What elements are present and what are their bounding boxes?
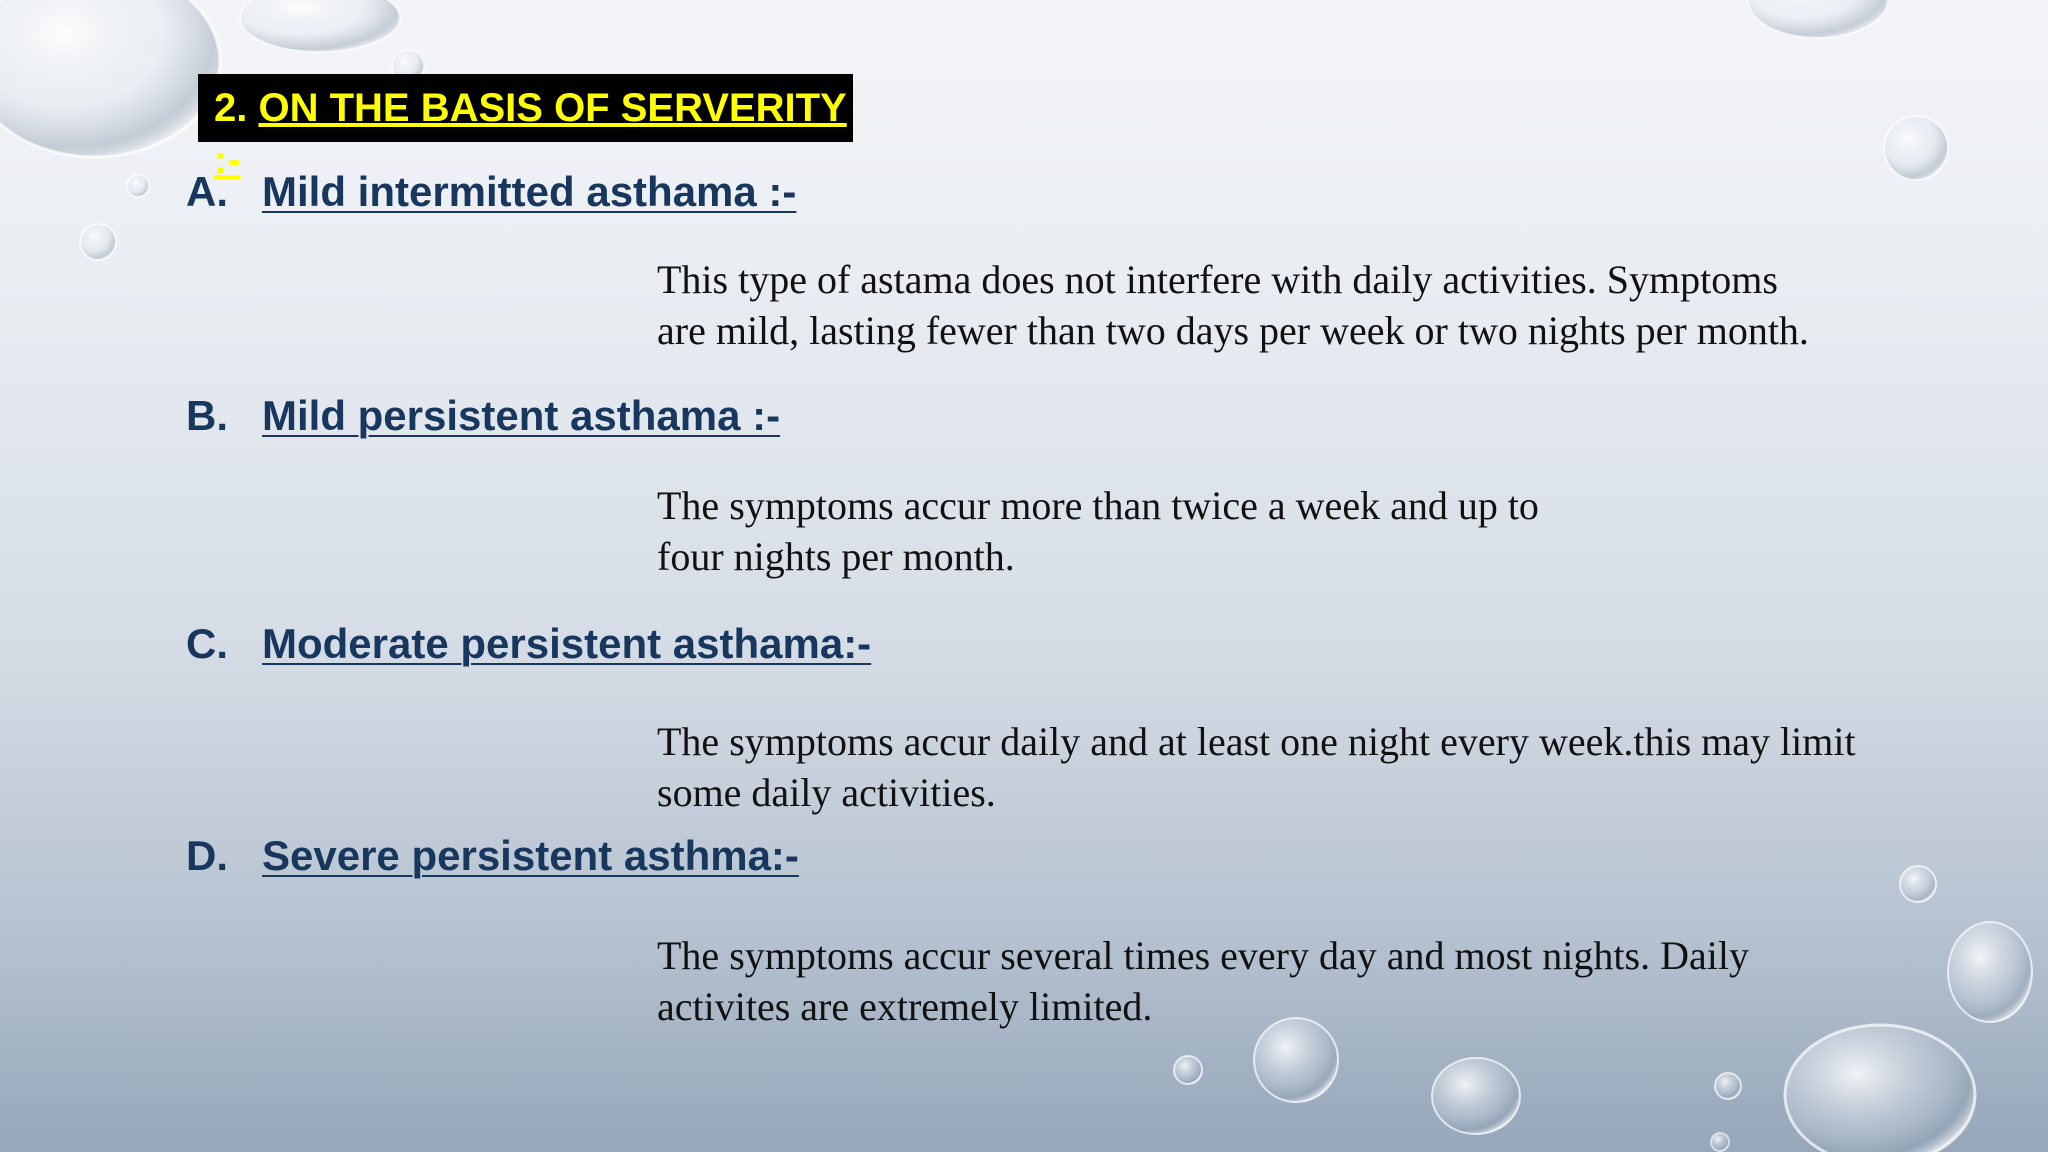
drop-left-tiny-2 bbox=[80, 224, 116, 260]
section-letter: B. bbox=[186, 392, 228, 439]
drop-bottom-right-tiny bbox=[1715, 1073, 1741, 1099]
drop-bottom-center-3 bbox=[1432, 1058, 1520, 1134]
drop-top-right bbox=[1748, 0, 1888, 38]
drop-top-left-large bbox=[0, 0, 220, 157]
section-heading-d bbox=[186, 832, 799, 880]
section-heading-b bbox=[186, 392, 780, 440]
section-description-b: The symptoms accur more than twice a week and up to four nights per month. bbox=[657, 483, 1539, 579]
drop-right-small bbox=[1900, 866, 1936, 902]
drop-left-tiny-1 bbox=[127, 175, 149, 197]
section-title: Mild intermitted asthama :- bbox=[262, 168, 797, 215]
section-description-d: The symptoms accur several times every day and most nights. Daily activites are extremely limited. bbox=[657, 933, 1749, 1029]
section-description-a: This type of astama does not interfere with daily activities. Symptoms are mild, lasting fewer than two days per week or two nights per month. bbox=[657, 257, 1809, 353]
drop-top-left-small bbox=[240, 0, 400, 52]
section-heading-c bbox=[186, 620, 871, 668]
section-letter: A. bbox=[186, 168, 228, 215]
drop-bottom-right-tiny-2 bbox=[1711, 1133, 1729, 1151]
drop-right-medium bbox=[1884, 116, 1948, 180]
section-title: Mild persistent asthama :- bbox=[262, 392, 781, 439]
title-text: ON THE BASIS OF SERVERITY :- bbox=[214, 86, 847, 182]
drop-bottom-right-large bbox=[1785, 1025, 1975, 1152]
section-title: Moderate persistent asthama:- bbox=[262, 620, 872, 667]
section-letter: D. bbox=[186, 832, 228, 879]
section-heading-a bbox=[186, 168, 796, 216]
drop-right-large-1 bbox=[1948, 922, 2032, 1022]
section-letter: C. bbox=[186, 620, 228, 667]
drop-bottom-center-2 bbox=[1174, 1056, 1202, 1084]
section-title: Severe persistent asthma:- bbox=[262, 832, 799, 879]
title-number: 2. bbox=[214, 86, 248, 130]
section-description-c: The symptoms accur daily and at least one night every week.this may limit some daily activities. bbox=[657, 719, 1856, 815]
